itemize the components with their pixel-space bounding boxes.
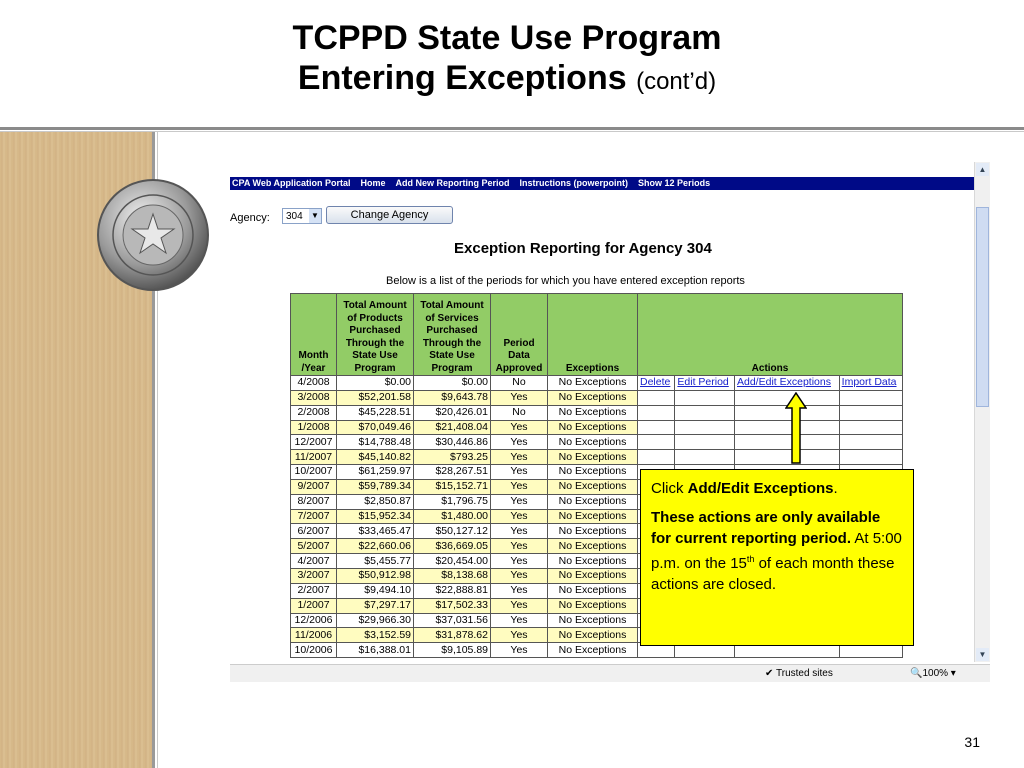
slide-title-line2	[0, 58, 1014, 102]
instruction-callout	[640, 469, 914, 646]
callout-line1-bold: Add/Edit Exceptions	[687, 480, 834, 497]
cell-services: $15,152.71	[414, 479, 491, 494]
zoom-icon: 🔍	[910, 668, 923, 679]
cell-exceptions: No Exceptions	[548, 420, 638, 435]
cell-action	[839, 376, 902, 391]
menu-show-periods-link[interactable]: Show 12 Periods	[638, 178, 711, 188]
yellow-up-arrow-icon	[785, 392, 807, 464]
cell-action	[839, 405, 902, 420]
trusted-sites-icon: ✔	[765, 668, 774, 679]
cell-action	[638, 405, 675, 420]
menu-portal-link[interactable]: CPA Web Application Portal	[232, 178, 351, 188]
cell-month: 3/2008	[291, 390, 337, 405]
app-menubar	[230, 177, 974, 190]
trusted-sites-label: Trusted sites	[776, 668, 833, 679]
cell-services: $22,888.81	[414, 583, 491, 598]
page-number: 31	[964, 734, 980, 750]
col-header-month: Month /Year	[291, 294, 337, 376]
col-header-products: Total Amount of Products Purchased Through the State Use Program	[337, 294, 414, 376]
cell-approved: Yes	[491, 420, 548, 435]
callout-line1-pre: Click	[651, 480, 688, 497]
chevron-down-icon[interactable]: ▼	[309, 209, 321, 223]
callout-line2-bold: These actions are only available for current reporting period.	[651, 509, 881, 547]
delete-link[interactable]: Delete	[640, 376, 671, 389]
cell-month: 1/2008	[291, 420, 337, 435]
cell-action	[839, 435, 902, 450]
cell-products: $7,297.17	[337, 598, 414, 613]
intro-text: Below is a list of the periods for which you have entered exception reports	[386, 275, 745, 287]
cell-approved: Yes	[491, 435, 548, 450]
agency-select-value: 304	[286, 211, 303, 222]
cell-month: 2/2007	[291, 583, 337, 598]
col-header-exceptions: Exceptions	[548, 294, 638, 376]
cell-products: $50,912.98	[337, 568, 414, 583]
table-row	[291, 450, 903, 465]
cell-approved: Yes	[491, 554, 548, 569]
col-header-services: Total Amount of Services Purchased Through the State Use Program	[414, 294, 491, 376]
cell-services: $9,105.89	[414, 643, 491, 658]
callout-line2-sup: th	[746, 554, 755, 564]
cell-action	[638, 376, 675, 391]
cell-month: 10/2007	[291, 465, 337, 480]
title-divider	[0, 127, 1024, 130]
cell-month: 9/2007	[291, 479, 337, 494]
cell-services: $50,127.12	[414, 524, 491, 539]
cell-exceptions: No Exceptions	[548, 583, 638, 598]
cell-exceptions: No Exceptions	[548, 539, 638, 554]
cell-action	[675, 390, 735, 405]
cell-approved: No	[491, 405, 548, 420]
cell-products: $16,388.01	[337, 643, 414, 658]
cell-products: $14,788.48	[337, 435, 414, 450]
cell-exceptions: No Exceptions	[548, 568, 638, 583]
scroll-up-icon[interactable]: ▲	[976, 163, 989, 176]
agency-select[interactable]	[282, 208, 322, 224]
cell-action	[675, 376, 735, 391]
cell-exceptions: No Exceptions	[548, 494, 638, 509]
cell-products: $29,966.30	[337, 613, 414, 628]
edit-period-link[interactable]: Edit Period	[677, 376, 729, 389]
menu-instructions-link[interactable]: Instructions (powerpoint)	[519, 178, 629, 188]
cell-products: $0.00	[337, 376, 414, 391]
cell-exceptions: No Exceptions	[548, 509, 638, 524]
cell-action	[675, 435, 735, 450]
cell-exceptions: No Exceptions	[548, 405, 638, 420]
cell-services: $17,502.33	[414, 598, 491, 613]
comptroller-seal-icon	[96, 178, 210, 292]
cell-products: $45,140.82	[337, 450, 414, 465]
table-row	[291, 420, 903, 435]
cell-approved: Yes	[491, 613, 548, 628]
cell-action	[638, 390, 675, 405]
cell-products: $33,465.47	[337, 524, 414, 539]
cell-services: $20,426.01	[414, 405, 491, 420]
cell-approved: Yes	[491, 479, 548, 494]
table-row	[291, 435, 903, 450]
cell-products: $61,259.97	[337, 465, 414, 480]
trusted-sites-status	[765, 665, 833, 682]
cell-services: $0.00	[414, 376, 491, 391]
cell-approved: Yes	[491, 390, 548, 405]
report-title: Exception Reporting for Agency 304	[454, 240, 712, 257]
cell-approved: Yes	[491, 524, 548, 539]
cell-approved: Yes	[491, 450, 548, 465]
cell-services: $30,446.86	[414, 435, 491, 450]
cell-month: 12/2007	[291, 435, 337, 450]
callout-line1	[651, 478, 903, 499]
cell-products: $9,494.10	[337, 583, 414, 598]
cell-action	[675, 405, 735, 420]
cell-month: 11/2006	[291, 628, 337, 643]
cell-approved: Yes	[491, 628, 548, 643]
cell-services: $793.25	[414, 450, 491, 465]
cell-month: 6/2007	[291, 524, 337, 539]
cell-approved: Yes	[491, 509, 548, 524]
cell-month: 12/2006	[291, 613, 337, 628]
cell-action	[675, 450, 735, 465]
cell-action	[839, 450, 902, 465]
callout-line2-rest-b: of each month these actions are closed.	[651, 555, 895, 593]
menu-add-period-link[interactable]: Add New Reporting Period	[395, 178, 510, 188]
cell-products: $3,152.59	[337, 628, 414, 643]
zoom-control[interactable]: 🔍100% ▾	[910, 668, 956, 679]
scrollbar-thumb[interactable]	[976, 207, 989, 407]
cell-exceptions: No Exceptions	[548, 598, 638, 613]
cell-products: $15,952.34	[337, 509, 414, 524]
cell-exceptions: No Exceptions	[548, 643, 638, 658]
callout-line2-rest-a: At 5:00 p.m. on the 15	[651, 530, 902, 572]
add-edit-exceptions-link[interactable]: Add/Edit Exceptions	[737, 376, 831, 389]
cell-services: $8,138.68	[414, 568, 491, 583]
agency-label: Agency:	[230, 212, 270, 224]
cell-services: $20,454.00	[414, 554, 491, 569]
slide-title-line1: TCPPD State Use Program	[292, 19, 722, 57]
cell-exceptions: No Exceptions	[548, 524, 638, 539]
table-row	[291, 405, 903, 420]
cell-exceptions: No Exceptions	[548, 628, 638, 643]
cell-month: 10/2006	[291, 643, 337, 658]
cell-action	[638, 450, 675, 465]
cell-month: 1/2007	[291, 598, 337, 613]
menu-home-link[interactable]: Home	[360, 178, 386, 188]
cell-action	[675, 420, 735, 435]
vertical-scrollbar[interactable]	[974, 162, 990, 662]
cell-approved: No	[491, 376, 548, 391]
cell-month: 4/2008	[291, 376, 337, 391]
cell-products: $52,201.58	[337, 390, 414, 405]
cell-month: 8/2007	[291, 494, 337, 509]
col-header-approved: Period Data Approved	[491, 294, 548, 376]
cell-approved: Yes	[491, 465, 548, 480]
cell-approved: Yes	[491, 598, 548, 613]
cell-approved: Yes	[491, 643, 548, 658]
cell-exceptions: No Exceptions	[548, 465, 638, 480]
cell-services: $36,669.05	[414, 539, 491, 554]
callout-line2	[651, 507, 903, 595]
cell-month: 3/2007	[291, 568, 337, 583]
cell-products: $59,789.34	[337, 479, 414, 494]
cell-exceptions: No Exceptions	[548, 554, 638, 569]
cell-exceptions: No Exceptions	[548, 479, 638, 494]
cell-action	[735, 376, 840, 391]
cell-month: 2/2008	[291, 405, 337, 420]
cell-action	[839, 420, 902, 435]
cell-action	[638, 435, 675, 450]
scroll-down-icon[interactable]: ▼	[976, 648, 989, 661]
cell-services: $21,408.04	[414, 420, 491, 435]
import-data-link[interactable]: Import Data	[841, 376, 897, 389]
cell-month: 5/2007	[291, 539, 337, 554]
zoom-level: 100%	[922, 668, 949, 679]
cell-services: $9,643.78	[414, 390, 491, 405]
change-agency-button[interactable]: Change Agency	[326, 206, 453, 224]
cell-approved: Yes	[491, 539, 548, 554]
cell-services: $1,480.00	[414, 509, 491, 524]
cell-exceptions: No Exceptions	[548, 613, 638, 628]
table-row	[291, 376, 903, 391]
cell-approved: Yes	[491, 494, 548, 509]
cell-exceptions: No Exceptions	[548, 390, 638, 405]
cell-products: $70,049.46	[337, 420, 414, 435]
cell-approved: Yes	[491, 568, 548, 583]
browser-statusbar	[230, 664, 990, 682]
cell-month: 11/2007	[291, 450, 337, 465]
slide-title	[0, 18, 1014, 102]
cell-action	[638, 420, 675, 435]
cell-services: $1,796.75	[414, 494, 491, 509]
cell-exceptions: No Exceptions	[548, 376, 638, 391]
cell-products: $2,850.87	[337, 494, 414, 509]
cell-services: $31,878.62	[414, 628, 491, 643]
callout-line1-post: .	[833, 480, 838, 497]
cell-month: 4/2007	[291, 554, 337, 569]
cell-exceptions: No Exceptions	[548, 435, 638, 450]
cell-products: $5,455.77	[337, 554, 414, 569]
cell-products: $45,228.51	[337, 405, 414, 420]
cell-products: $22,660.06	[337, 539, 414, 554]
slide-title-main: Entering Exceptions	[297, 59, 627, 97]
cell-approved: Yes	[491, 583, 548, 598]
table-row	[291, 390, 903, 405]
slide-title-sub: (cont’d)	[636, 68, 717, 95]
cell-services: $28,267.51	[414, 465, 491, 480]
cell-month: 7/2007	[291, 509, 337, 524]
cell-exceptions: No Exceptions	[548, 450, 638, 465]
cell-action	[839, 390, 902, 405]
col-header-actions: Actions	[638, 294, 903, 376]
cell-services: $37,031.56	[414, 613, 491, 628]
